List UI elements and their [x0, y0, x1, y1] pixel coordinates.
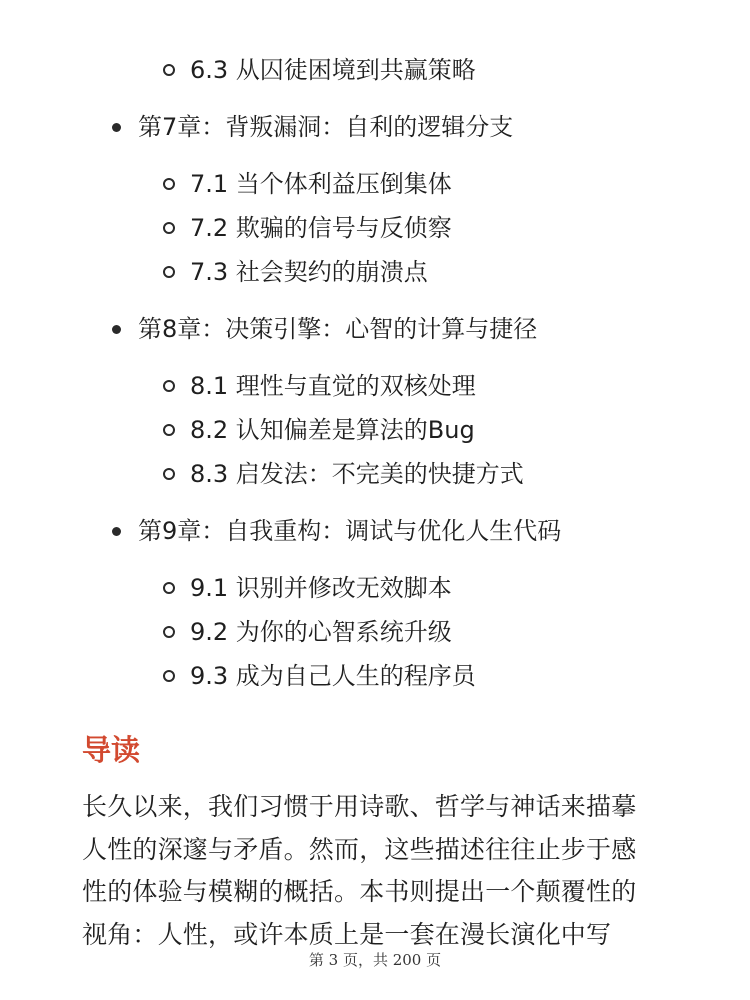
circle-bullet-icon — [163, 626, 175, 638]
toc-item-label: 8.1 理性与直觉的双核处理 — [190, 372, 476, 400]
disc-bullet-icon — [112, 123, 121, 132]
toc-item-label: 8.3 启发法：不完美的快捷方式 — [190, 460, 524, 488]
circle-bullet-icon — [163, 64, 175, 76]
toc-chapter-9[interactable] — [112, 516, 561, 546]
toc-item-8-2[interactable] — [163, 415, 475, 445]
toc-item-label: 9.1 识别并修改无效脚本 — [190, 574, 452, 602]
intro-paragraph — [82, 786, 672, 956]
toc-chapter-7[interactable] — [112, 112, 513, 142]
toc-item-8-3[interactable] — [163, 459, 524, 489]
toc-item-label: 7.2 欺骗的信号与反侦察 — [190, 214, 452, 242]
toc-item-7-1[interactable] — [163, 169, 452, 199]
toc-chapter-label: 第9章：自我重构：调试与优化人生代码 — [138, 517, 562, 545]
intro-line: 人性的深邃与矛盾。然而，这些描述往往止步于感 — [82, 834, 637, 864]
toc-chapter-label: 第8章：决策引擎：心智的计算与捷径 — [138, 315, 538, 343]
toc-item-label: 9.2 为你的心智系统升级 — [190, 618, 452, 646]
intro-line: 性的体验与模糊的概括。本书则提出一个颠覆性的 — [82, 877, 637, 906]
intro-heading: 导读 — [82, 733, 141, 767]
intro-line: 长久以来，我们习惯于用诗歌、哲学与神话来描摹 — [82, 792, 637, 821]
circle-bullet-icon — [163, 222, 175, 234]
toc-item-label: 9.3 成为自己人生的程序员 — [190, 662, 476, 690]
toc-item-7-3[interactable] — [163, 257, 428, 287]
toc-chapter-8[interactable] — [112, 314, 537, 344]
toc-item-label: 7.3 社会契约的崩溃点 — [190, 258, 428, 286]
toc-item-label: 6.3 从囚徒困境到共赢策略 — [190, 56, 476, 84]
circle-bullet-icon — [163, 178, 175, 190]
toc-item-8-1[interactable] — [163, 371, 476, 401]
toc-item-9-2[interactable] — [163, 617, 452, 647]
circle-bullet-icon — [163, 380, 175, 392]
disc-bullet-icon — [112, 527, 121, 536]
toc-item-label: 8.2 认知偏差是算法的Bug — [190, 416, 475, 444]
intro-line: 视角：人性，或许本质上是一套在漫长演化中写 — [82, 919, 612, 949]
page-number-footer: 第 3 页，共 200 页 — [308, 951, 442, 969]
circle-bullet-icon — [163, 424, 175, 436]
disc-bullet-icon — [112, 325, 121, 334]
toc-chapter-label: 第7章：背叛漏洞：自利的逻辑分支 — [138, 113, 514, 141]
circle-bullet-icon — [163, 670, 175, 682]
circle-bullet-icon — [163, 582, 175, 594]
toc-item-9-3[interactable] — [163, 661, 476, 691]
toc-item-label: 7.1 当个体利益压倒集体 — [190, 170, 452, 198]
toc-item-9-1[interactable] — [163, 573, 452, 603]
circle-bullet-icon — [163, 266, 175, 278]
circle-bullet-icon — [163, 468, 175, 480]
toc-item-6-3[interactable] — [163, 55, 476, 85]
toc-item-7-2[interactable] — [163, 213, 452, 243]
